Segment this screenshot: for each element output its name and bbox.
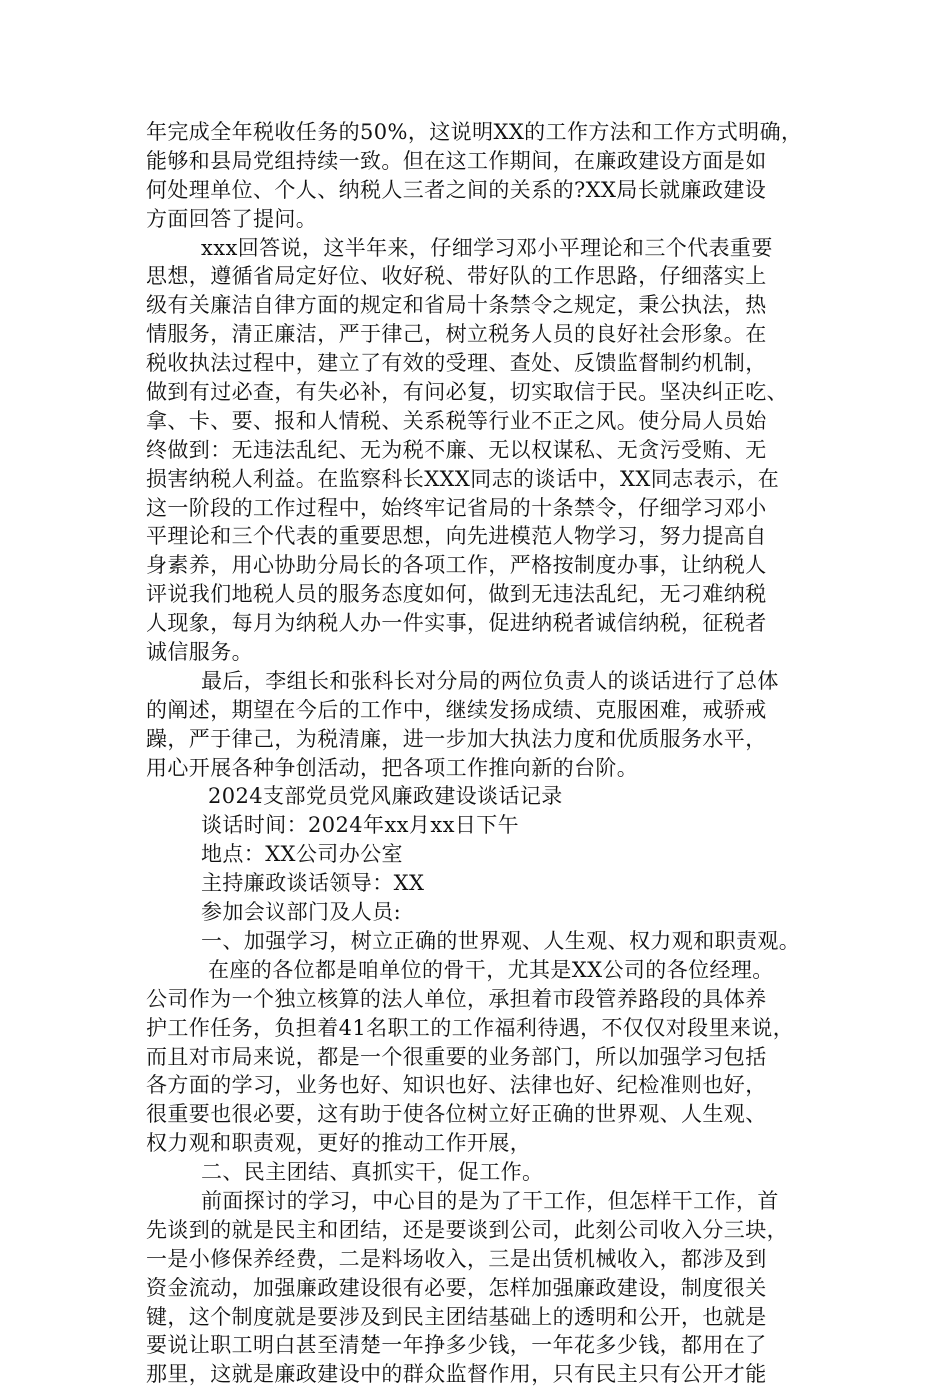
text-line: 键，这个制度就是要涉及到民主团结基础上的透明和公开，也就是 <box>146 1304 767 1329</box>
text-line: 一是小修保养经费，二是料场收入，三是出赁机械收入，都涉及到 <box>146 1246 767 1271</box>
text-line: 而且对市局来说，都是一个很重要的业务部门，所以加强学习包括 <box>146 1044 767 1069</box>
text-line: 地点：XX公司办公室 <box>201 842 403 867</box>
text-line: 税收执法过程中，建立了有效的受理、查处、反馈监督制约机制， <box>146 351 767 376</box>
text-line: 要说让职工明白甚至清楚一年挣多少钱，一年花多少钱，都用在了 <box>146 1333 767 1358</box>
text-line: 很重要也很必要，这有助于使各位树立好正确的世界观、人生观、 <box>146 1102 767 1127</box>
text-line: 终做到：无违法乱纪、无为税不廉、无以权谋私、无贪污受贿、无 <box>146 437 767 462</box>
text-line: 这一阶段的工作过程中，始终牢记省局的十条禁令，仔细学习邓小 <box>146 495 767 520</box>
text-line: 级有关廉洁自律方面的规定和省局十条禁令之规定，秉公执法，热 <box>146 293 767 318</box>
text-line: 一、加强学习，树立正确的世界观、人生观、权力观和职责观。 <box>201 928 801 953</box>
text-line: 谈话时间：2024年xx月xx日下午 <box>201 813 520 838</box>
text-line: 2024支部党员党风廉政建设谈话记录 <box>208 784 563 809</box>
text-line: 用心开展各种争创活动，把各项工作推向新的台阶。 <box>146 755 639 780</box>
text-line: 护工作任务，负担着41名职工的工作福利待遇，不仅仅对段里来说， <box>146 1015 795 1040</box>
text-line: 二、民主团结、真抓实干，促工作。 <box>201 1160 544 1185</box>
text-line: 年完成全年税收任务的50%，这说明XX的工作方法和工作方式明确， <box>146 120 803 144</box>
text-line: 人现象，每月为纳税人办一件实事，促进纳税者诚信纳税，征税者 <box>146 611 767 636</box>
text-line: 先谈到的就是民主和团结，还是要谈到公司，此刻公司收入分三块， <box>146 1217 788 1242</box>
text-line: 诚信服务。 <box>146 640 253 665</box>
text-line: 思想，遵循省局定好位、收好税、带好队的工作思路，仔细落实上 <box>146 264 767 289</box>
text-line: 最后，李组长和张科长对分局的两位负责人的谈话进行了总体 <box>201 668 779 693</box>
text-line: 在座的各位都是咱单位的骨干，尤其是XX公司的各位经理。 <box>208 957 774 982</box>
text-line: 主持廉政谈话领导：XX <box>201 871 425 896</box>
text-line: 拿、卡、要、报和人情税、关系税等行业不正之风。使分局人员始 <box>146 408 767 433</box>
text-line: 公司作为一个独立核算的法人单位，承担着市段管养路段的具体养 <box>146 986 767 1011</box>
text-line: 做到有过必查，有失必补，有问必复，切实取信于民。坚决纠正吃、 <box>146 380 788 405</box>
text-line: 的阐述，期望在今后的工作中，继续发扬成绩、克服困难，戒骄戒 <box>146 697 767 722</box>
text-line: 情服务，清正廉洁，严于律己，树立税务人员的良好社会形象。在 <box>146 322 767 347</box>
text-line: 权力观和职责观，更好的推动工作开展， <box>146 1131 532 1156</box>
text-line: 躁，严于律己，为税清廉，进一步加大执法力度和优质服务水平， <box>146 726 767 751</box>
text-line: xxx回答说，这半年来，仔细学习邓小平理论和三个代表重要 <box>201 235 773 260</box>
text-line: 身素养，用心协助分局长的各项工作，严格按制度办事，让纳税人 <box>146 553 767 578</box>
text-line: 前面探讨的学习，中心目的是为了干工作，但怎样干工作，首 <box>201 1188 779 1213</box>
text-line: 方面回答了提问。 <box>146 206 318 231</box>
text-line: 何处理单位、个人、纳税人三者之间的关系的?XX局长就廉政建设 <box>146 177 767 202</box>
text-line: 参加会议部门及人员: <box>201 900 402 925</box>
text-line: 资金流动，加强廉政建设很有必要，怎样加强廉政建设，制度很关 <box>146 1275 767 1300</box>
text-line: 各方面的学习，业务也好、知识也好、法律也好、纪检准则也好， <box>146 1073 767 1098</box>
text-line: 评说我们地税人员的服务态度如何，做到无违法乱纪，无刁难纳税 <box>146 582 767 607</box>
document-page <box>146 118 826 1389</box>
text-line: 能够和县局党组持续一致。但在这工作期间，在廉政建设方面是如 <box>146 148 767 173</box>
text-line: 平理论和三个代表的重要思想，向先进模范人物学习，努力提高自 <box>146 524 767 549</box>
text-line: 那里，这就是廉政建设中的群众监督作用，只有民主只有公开才能 <box>146 1362 767 1387</box>
text-line: 损害纳税人利益。在监察科长XXX同志的谈话中，XX同志表示，在 <box>146 466 780 491</box>
